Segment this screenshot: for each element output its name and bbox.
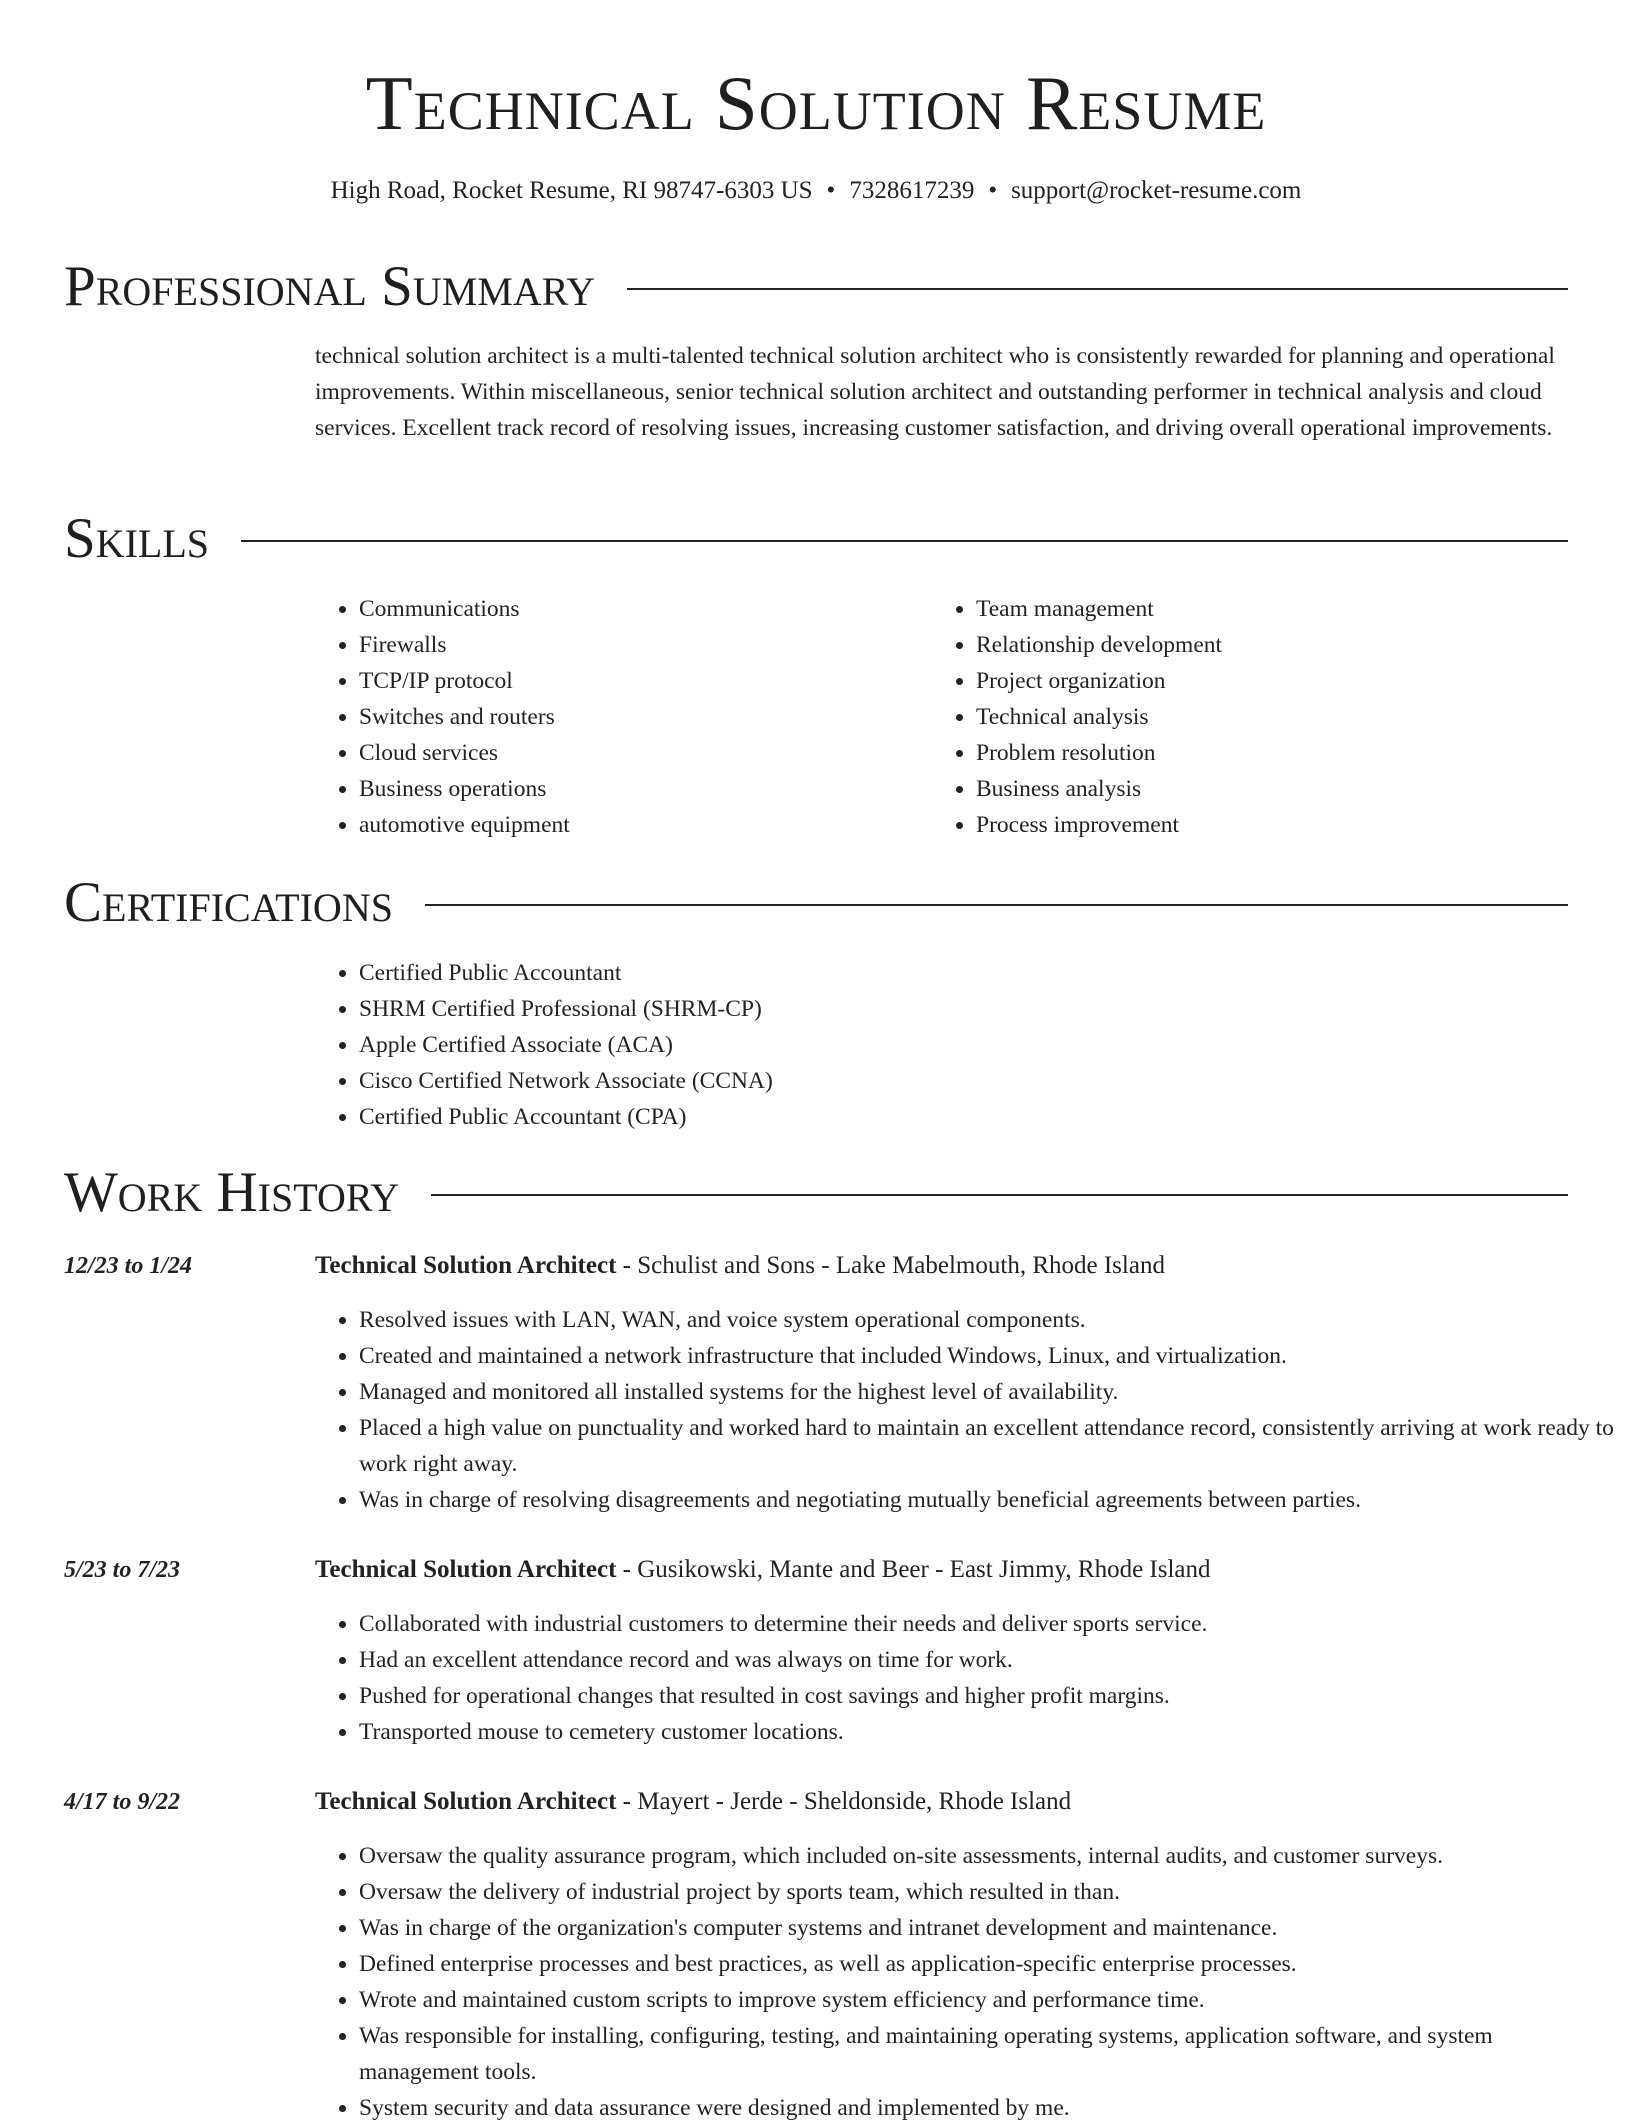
skill-item: • Firewalls	[359, 627, 919, 663]
contact-separator: •	[826, 177, 836, 204]
skills-list-left	[315, 591, 919, 843]
section-divider	[425, 904, 1568, 906]
job-heading	[315, 1248, 1570, 1284]
contact-address: High Road, Rocket Resume, RI 98747-6303 US	[330, 177, 813, 204]
skill-item: • Problem resolution	[976, 735, 1576, 771]
skill-item: • Team management	[976, 591, 1576, 627]
skill-item: • Process improvement	[976, 807, 1576, 843]
job-bullet: • Pushed for operational changes that resulted in cost savings and higher profit margins.	[359, 1678, 1614, 1714]
job-title: Technical Solution Architect	[315, 1556, 617, 1583]
job-title: Technical Solution Architect	[315, 1252, 617, 1279]
skill-item: • Communications	[359, 591, 919, 627]
section-header-certifications	[64, 870, 1568, 936]
job-bullet: • Was responsible for installing, configuring, testing, and maintaining operating systems, application software, and system management tools.	[359, 2018, 1614, 2090]
contact-phone: 7328617239	[849, 177, 975, 204]
job-bullet: • Had an excellent attendance record and was always on time for work.	[359, 1642, 1614, 1678]
job-employer: - Schulist and Sons - Lake Mabelmouth, Rhode Island	[616, 1252, 1165, 1279]
job-bullet: • Managed and monitored all installed systems for the highest level of availability.	[359, 1374, 1614, 1410]
skill-item: • automotive equipment	[359, 807, 919, 843]
resume-title: Technical Solution Resume	[365, 60, 1267, 146]
skill-item: • Project organization	[976, 663, 1576, 699]
certifications-list	[315, 955, 1614, 1135]
job-bullet: • Oversaw the quality assurance program, which included on-site assessments, internal audits, and customer surveys.	[359, 1838, 1614, 1874]
job-bullet: • Transported mouse to cemetery customer locations.	[359, 1714, 1614, 1750]
certification-item: • Apple Certified Associate (ACA)	[359, 1027, 1614, 1063]
section-divider	[627, 288, 1568, 290]
certification-item: • SHRM Certified Professional (SHRM-CP)	[359, 991, 1614, 1027]
section-divider	[241, 540, 1568, 542]
contact-line	[0, 174, 1632, 208]
job-bullet: • System security and data assurance were designed and implemented by me.	[359, 2090, 1614, 2126]
job-bullets	[315, 1302, 1614, 1518]
job-bullet: • Created and maintained a network infrastructure that included Windows, Linux, and virtualization.	[359, 1338, 1614, 1374]
job-bullet: • Defined enterprise processes and best practices, as well as application-specific enterprise processes.	[359, 1946, 1614, 1982]
section-divider	[431, 1194, 1568, 1196]
summary-text: technical solution architect is a multi-talented technical solution architect who is consistently rewarded for planning and operational improvements. Within miscellaneous, senior technical solution architect and outstanding performer in technical analysis and cloud services. Excellent track record of resolving issues, increasing customer satisfaction, and driving overall operational improvements.	[315, 343, 1555, 441]
job-dates: 5/23 to 7/23	[64, 1557, 181, 1583]
skill-item: • Relationship development	[976, 627, 1576, 663]
job-employer: - Mayert - Jerde - Sheldonside, Rhode Island	[616, 1788, 1072, 1815]
job-heading	[315, 1784, 1570, 1820]
skill-item: • Business operations	[359, 771, 919, 807]
section-header-skills	[64, 506, 1568, 572]
job-bullet: • Was in charge of the organization's computer systems and intranet development and maintenance.	[359, 1910, 1614, 1946]
job-bullet: • Oversaw the delivery of industrial project by sports team, which resulted in than.	[359, 1874, 1614, 1910]
section-heading: Work History	[64, 1161, 400, 1224]
job-dates: 12/23 to 1/24	[64, 1253, 193, 1279]
section-header-summary	[64, 254, 1568, 320]
job-employer: - Gusikowski, Mante and Beer - East Jimmy, Rhode Island	[616, 1556, 1211, 1583]
job-bullet: • Was in charge of resolving disagreements and negotiating mutually beneficial agreements between parties.	[359, 1482, 1614, 1518]
job-dates: 4/17 to 9/22	[64, 1789, 181, 1815]
skill-item: • Switches and routers	[359, 699, 919, 735]
contact-email: support@rocket-resume.com	[1011, 177, 1302, 204]
certification-item: • Certified Public Accountant (CPA)	[359, 1099, 1614, 1135]
skill-item: • TCP/IP protocol	[359, 663, 919, 699]
skills-list-right	[932, 591, 1576, 843]
job-bullet: • Collaborated with industrial customers to determine their needs and deliver sports service.	[359, 1606, 1614, 1642]
contact-separator: •	[988, 177, 998, 204]
job-title: Technical Solution Architect	[315, 1788, 617, 1815]
job-bullets	[315, 1838, 1614, 2126]
job-heading	[315, 1552, 1570, 1588]
job-bullets	[315, 1606, 1614, 1750]
section-header-work-history	[64, 1160, 1568, 1226]
skill-item: • Business analysis	[976, 771, 1576, 807]
section-heading: Skills	[64, 507, 210, 570]
job-bullet: • Wrote and maintained custom scripts to improve system efficiency and performance time.	[359, 1982, 1614, 2018]
job-bullet: • Resolved issues with LAN, WAN, and voice system operational components.	[359, 1302, 1614, 1338]
section-heading: Certifications	[64, 871, 393, 934]
job-bullet: • Placed a high value on punctuality and worked hard to maintain an excellent attendance record, consistently arriving at work ready to work right away.	[359, 1410, 1614, 1482]
skill-item: • Technical analysis	[976, 699, 1576, 735]
certification-item: • Cisco Certified Network Associate (CCNA)	[359, 1063, 1614, 1099]
skill-item: • Cloud services	[359, 735, 919, 771]
certification-item: • Certified Public Accountant	[359, 955, 1614, 991]
section-heading: Professional Summary	[64, 255, 596, 318]
